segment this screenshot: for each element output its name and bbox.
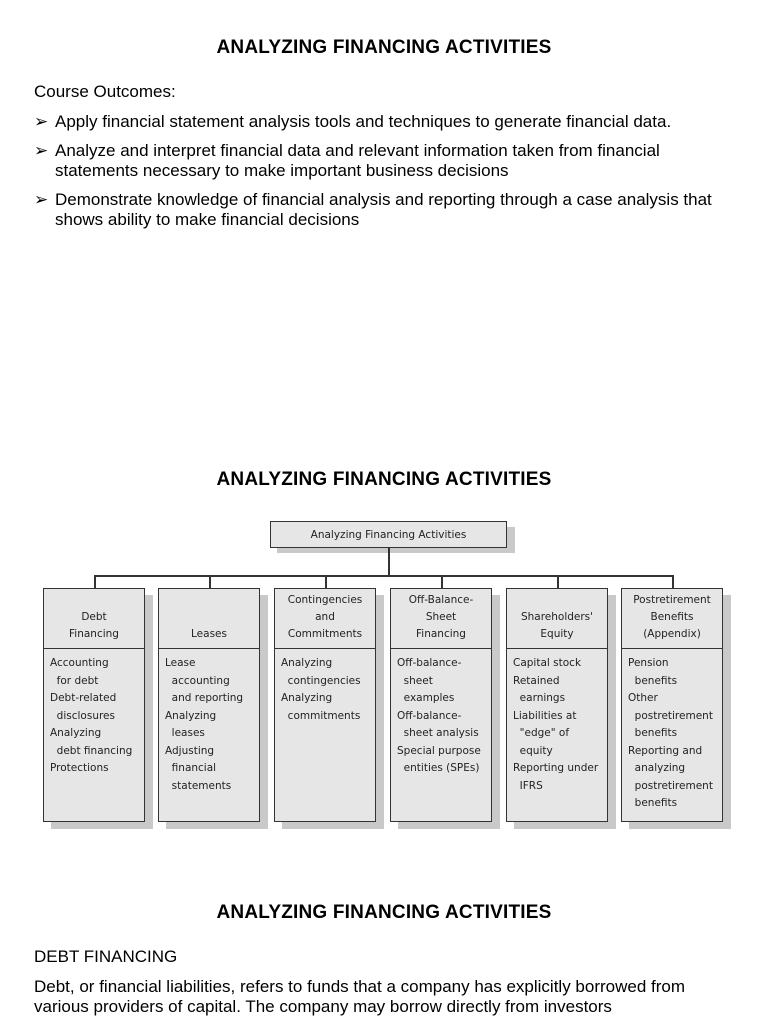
page-title: ANALYZING FINANCING ACTIVITIES (216, 37, 552, 58)
list-item: Analyzing (165, 709, 217, 722)
connector-line (94, 575, 672, 577)
list-item: accounting (165, 674, 230, 687)
list-item: equity (513, 744, 553, 757)
list-item: earnings (513, 692, 566, 704)
list-item: Lease (165, 657, 196, 669)
list-item: Protections (50, 762, 109, 774)
list-item: Accounting (50, 657, 109, 669)
list-item: disclosures (50, 709, 115, 722)
category-items (628, 655, 718, 813)
section-title: ANALYZING FINANCING ACTIVITIES (216, 902, 552, 923)
list-item: sheet analysis (397, 727, 479, 739)
list-item: contingencies (281, 674, 361, 687)
list-item: ➢ Apply financial statement analysis tools and techniques to generate financial data. (34, 112, 672, 131)
arrow-bullet-icon: ➢ (34, 141, 49, 160)
category-heading: Debt Financing (44, 589, 144, 649)
list-item: benefits (628, 727, 678, 739)
list-item: ➢ Demonstrate knowledge of financial analysis and reporting through a case analysis that shows ability to make financial decisions (34, 190, 712, 229)
connector-line (325, 575, 327, 588)
list-item: financial (165, 762, 217, 774)
connector-line (441, 575, 443, 588)
list-item: postretirement (628, 779, 713, 792)
list-item: Retained (513, 674, 560, 687)
list-item: sheet (397, 674, 433, 687)
list-item: Off-balance- (397, 709, 462, 722)
list-item: commitments (281, 709, 361, 722)
debt-financing-paragraph: Debt, or financial liabilities, refers to funds that a company has explicitly borrowed from various providers of capital. The company may borrow directly from investors (34, 977, 686, 1016)
course-outcomes-list (34, 112, 734, 239)
list-item: for debt (50, 674, 99, 687)
list-item: and reporting (165, 692, 244, 704)
list-item: statements (165, 779, 232, 792)
list-item: Analyzing (281, 692, 333, 704)
list-item: analyzing (628, 762, 686, 774)
category-items (513, 655, 603, 795)
connector-line (209, 575, 211, 588)
list-item: Reporting under (513, 762, 599, 774)
list-item: IFRS (513, 779, 543, 792)
list-item: entities (SPEs) (397, 762, 480, 774)
list-item: Capital stock (513, 657, 582, 669)
category-box (621, 588, 723, 822)
category-heading: Shareholders' Equity (507, 589, 607, 649)
list-item: benefits (628, 674, 678, 687)
arrow-bullet-icon: ➢ (34, 112, 49, 131)
section-title: ANALYZING FINANCING ACTIVITIES (216, 469, 552, 490)
category-heading: Contingencies and Commitments (275, 589, 375, 649)
category-box (390, 588, 492, 822)
connector-line (672, 575, 674, 588)
list-item: debt financing (50, 744, 133, 757)
list-item: Liabilities at (513, 709, 577, 722)
list-item: Pension (628, 657, 669, 669)
list-item: ➢ Analyze and interpret financial data and relevant information taken from financial statements necessary to make important business decisions (34, 141, 660, 180)
category-items (281, 655, 371, 725)
debt-financing-heading: DEBT FINANCING (34, 947, 178, 966)
category-items (397, 655, 487, 778)
category-box (506, 588, 608, 822)
list-item: benefits (628, 797, 678, 809)
list-item: postretirement (628, 709, 713, 722)
connector-line (94, 575, 96, 588)
list-item: Analyzing (50, 727, 102, 739)
list-item: Reporting and (628, 744, 703, 757)
connector-line (388, 548, 390, 575)
course-outcomes-label: Course Outcomes: (34, 82, 176, 101)
category-box (274, 588, 376, 822)
category-heading: Leases (159, 589, 259, 649)
category-heading: Off-Balance- Sheet Financing (391, 589, 491, 649)
list-item: leases (165, 727, 205, 739)
arrow-bullet-icon: ➢ (34, 190, 49, 209)
category-box (43, 588, 145, 822)
connector-line (557, 575, 559, 588)
category-items (165, 655, 255, 795)
financing-activities-diagram (0, 515, 768, 835)
list-item: "edge" of (513, 727, 570, 739)
category-box (158, 588, 260, 822)
list-item: Adjusting (165, 744, 215, 757)
list-item: Off-balance- (397, 657, 462, 669)
list-item: Special purpose (397, 744, 481, 757)
list-item: Debt-related (50, 692, 117, 704)
list-item: examples (397, 692, 455, 704)
category-items (50, 655, 140, 778)
category-heading: Postretirement Benefits (Appendix) (622, 589, 722, 649)
list-item: Analyzing (281, 657, 333, 669)
list-item: Other (628, 692, 658, 704)
root-box: Analyzing Financing Activities (270, 521, 507, 548)
